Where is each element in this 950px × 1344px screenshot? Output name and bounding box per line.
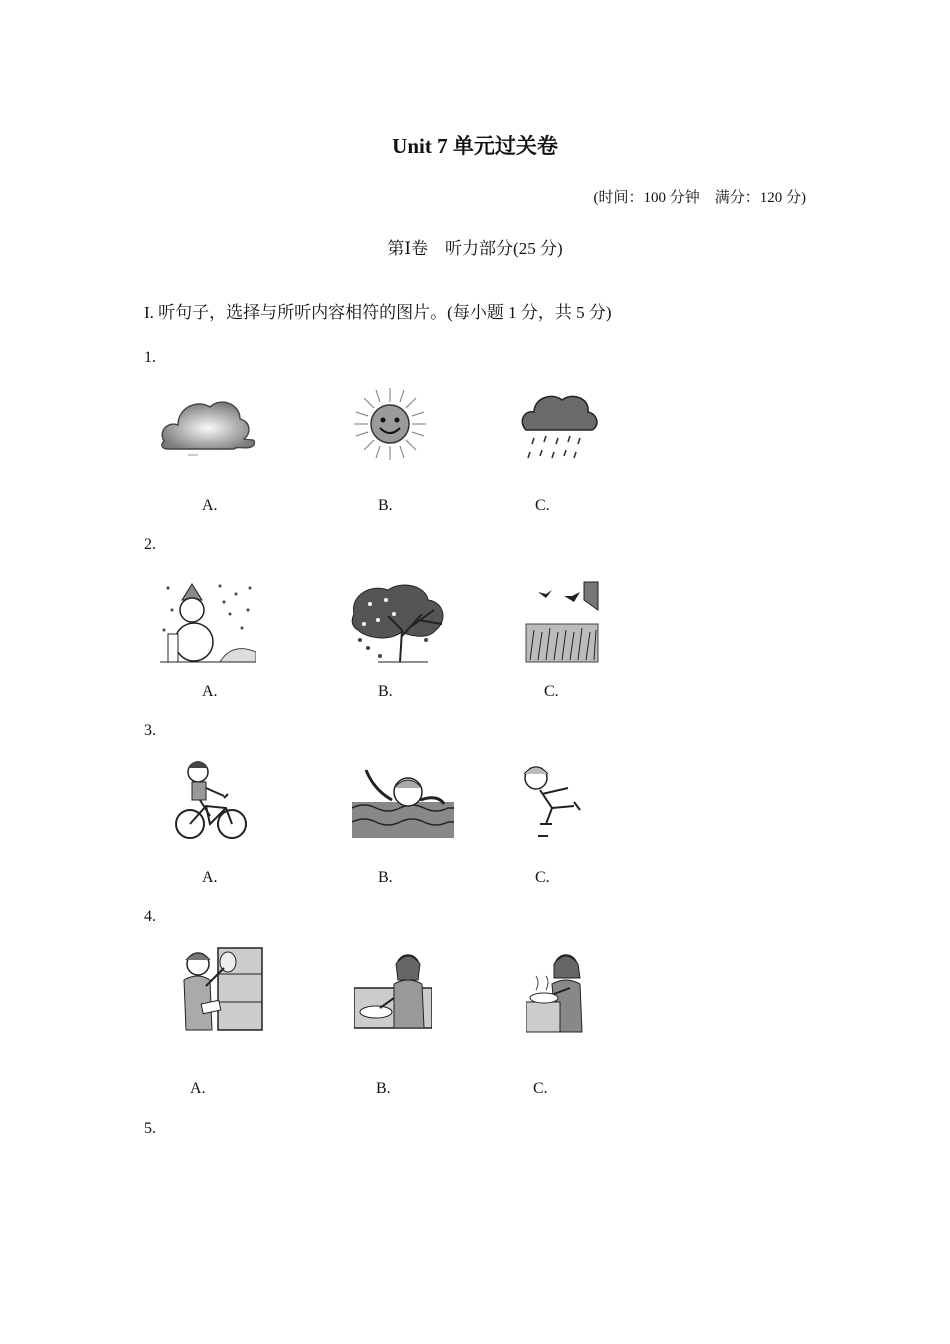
woman-cleaning-icon (178, 946, 264, 1032)
woman-cooking-icon (526, 952, 588, 1034)
snowman-icon (160, 580, 256, 664)
spring-birds-icon (524, 580, 600, 664)
rain-cloud-icon (518, 390, 600, 466)
question-2-number: 2. (144, 536, 156, 553)
question-3-option-a: A. (202, 869, 218, 886)
page-title: Unit 7 单元过关卷 (392, 134, 558, 158)
question-2-option-c: C. (544, 683, 559, 700)
cloud-icon (158, 393, 258, 463)
boy-swimming-icon (352, 766, 454, 838)
question-4-option-c: C. (533, 1080, 548, 1097)
question-1-option-a: A. (202, 497, 218, 514)
question-4-option-a: A. (190, 1080, 206, 1097)
question-1-option-c: C. (535, 497, 550, 514)
girl-cycling-icon (174, 756, 250, 842)
exam-meta: (时间：100 分钟 满分：120 分) (593, 190, 806, 206)
part-heading: 第Ⅰ卷 听力部分(25 分) (387, 239, 563, 258)
question-5-number: 5. (144, 1120, 156, 1137)
question-1-option-b: B. (378, 497, 393, 514)
section-heading: I. 听句子，选择与所听内容相符的图片。(每小题 1 分，共 5 分) (144, 303, 612, 322)
question-2-option-a: A. (202, 683, 218, 700)
question-3-number: 3. (144, 722, 156, 739)
question-3-option-b: B. (378, 869, 393, 886)
autumn-tree-icon (348, 580, 450, 664)
woman-washing-dishes-icon (354, 950, 432, 1030)
question-2-option-b: B. (378, 683, 393, 700)
question-1-number: 1. (144, 349, 156, 366)
girl-skating-icon (518, 764, 588, 846)
question-4-option-b: B. (376, 1080, 391, 1097)
sun-icon (352, 386, 428, 462)
question-4-number: 4. (144, 908, 156, 925)
question-3-option-c: C. (535, 869, 550, 886)
